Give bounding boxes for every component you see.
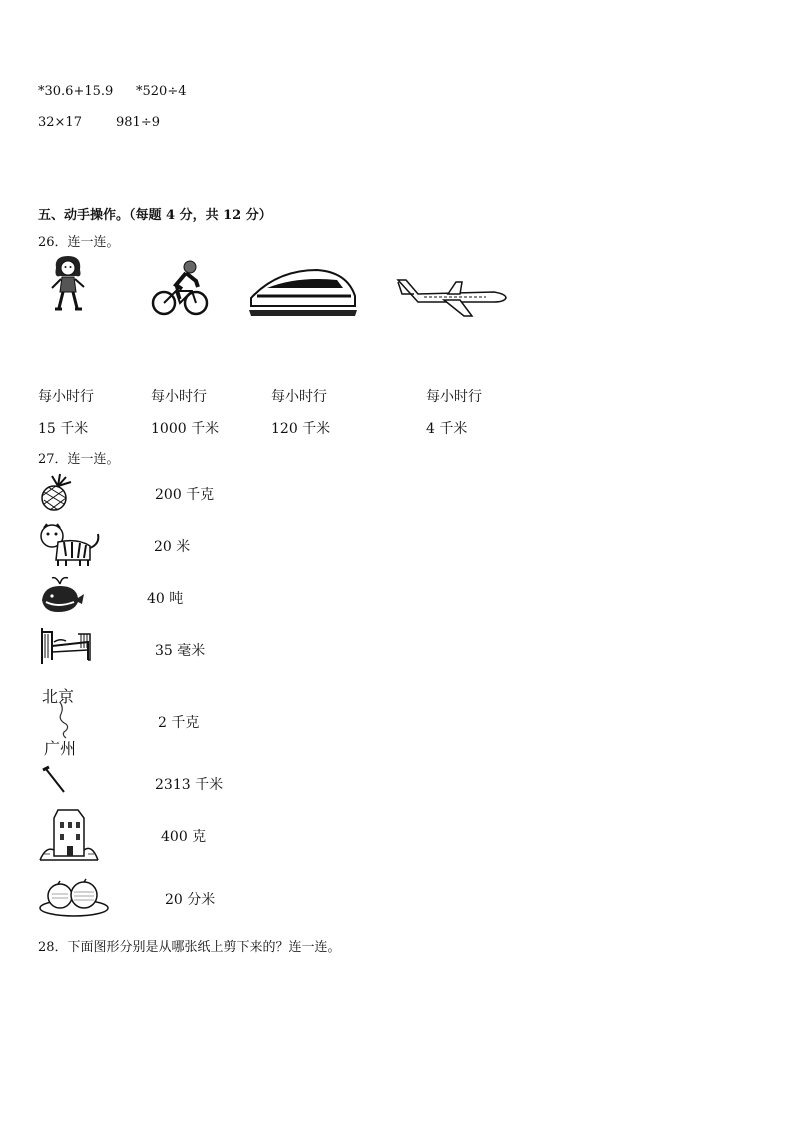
weight-label-4: 35 毫米 <box>155 643 206 659</box>
speed-label-1-line1: 每小时行 <box>38 389 94 405</box>
weight-label-5: 2 千克 <box>158 715 200 731</box>
speed-label-3-line2: 120 千米 <box>271 421 331 437</box>
tiger-icon <box>38 520 102 568</box>
speed-label-2-line1: 每小时行 <box>151 389 207 405</box>
map-label-beijing: 北京 <box>42 687 75 706</box>
question-28-title: 28．下面图形分别是从哪张纸上剪下来的？连一连。 <box>38 940 341 955</box>
weight-label-2: 20 米 <box>154 539 191 555</box>
calc-item-2: *520÷4 <box>136 84 187 99</box>
route-line-icon <box>48 702 78 738</box>
speed-label-4-line2: 4 千米 <box>426 421 468 437</box>
calc-item-1: *30.6+15.9 <box>38 84 114 99</box>
bed-icon <box>38 624 92 668</box>
whale-icon <box>38 574 86 614</box>
speed-label-2-line2: 1000 千米 <box>151 421 220 437</box>
section-heading: 五、动手操作。（每题 4 分，共 12 分） <box>38 208 272 223</box>
calc-item-4: 981÷9 <box>116 115 160 130</box>
weight-label-6: 2313 千米 <box>155 777 224 793</box>
weight-label-3: 40 吨 <box>147 591 184 607</box>
speed-label-4-line1: 每小时行 <box>426 389 482 405</box>
weight-label-1: 200 千克 <box>155 487 215 503</box>
question-26-title: 26．连一连。 <box>38 235 120 250</box>
speed-label-3-line1: 每小时行 <box>271 389 327 405</box>
calc-item-3: 32×17 <box>38 115 82 130</box>
pineapple-icon <box>38 474 74 512</box>
cyclist-icon <box>150 259 210 317</box>
weight-label-7: 400 克 <box>161 829 207 845</box>
girl-walking-icon <box>46 254 90 314</box>
building-icon <box>38 806 100 862</box>
question-27-title: 27．连一连。 <box>38 452 120 467</box>
high-speed-train-icon <box>247 266 359 318</box>
nail-icon <box>40 766 68 794</box>
plate-of-oranges-icon <box>38 876 110 918</box>
map-label-guangzhou: 广州 <box>44 739 77 758</box>
speed-label-1-line2: 15 千米 <box>38 421 89 437</box>
airplane-icon <box>394 276 508 318</box>
weight-label-8: 20 分米 <box>165 892 216 908</box>
